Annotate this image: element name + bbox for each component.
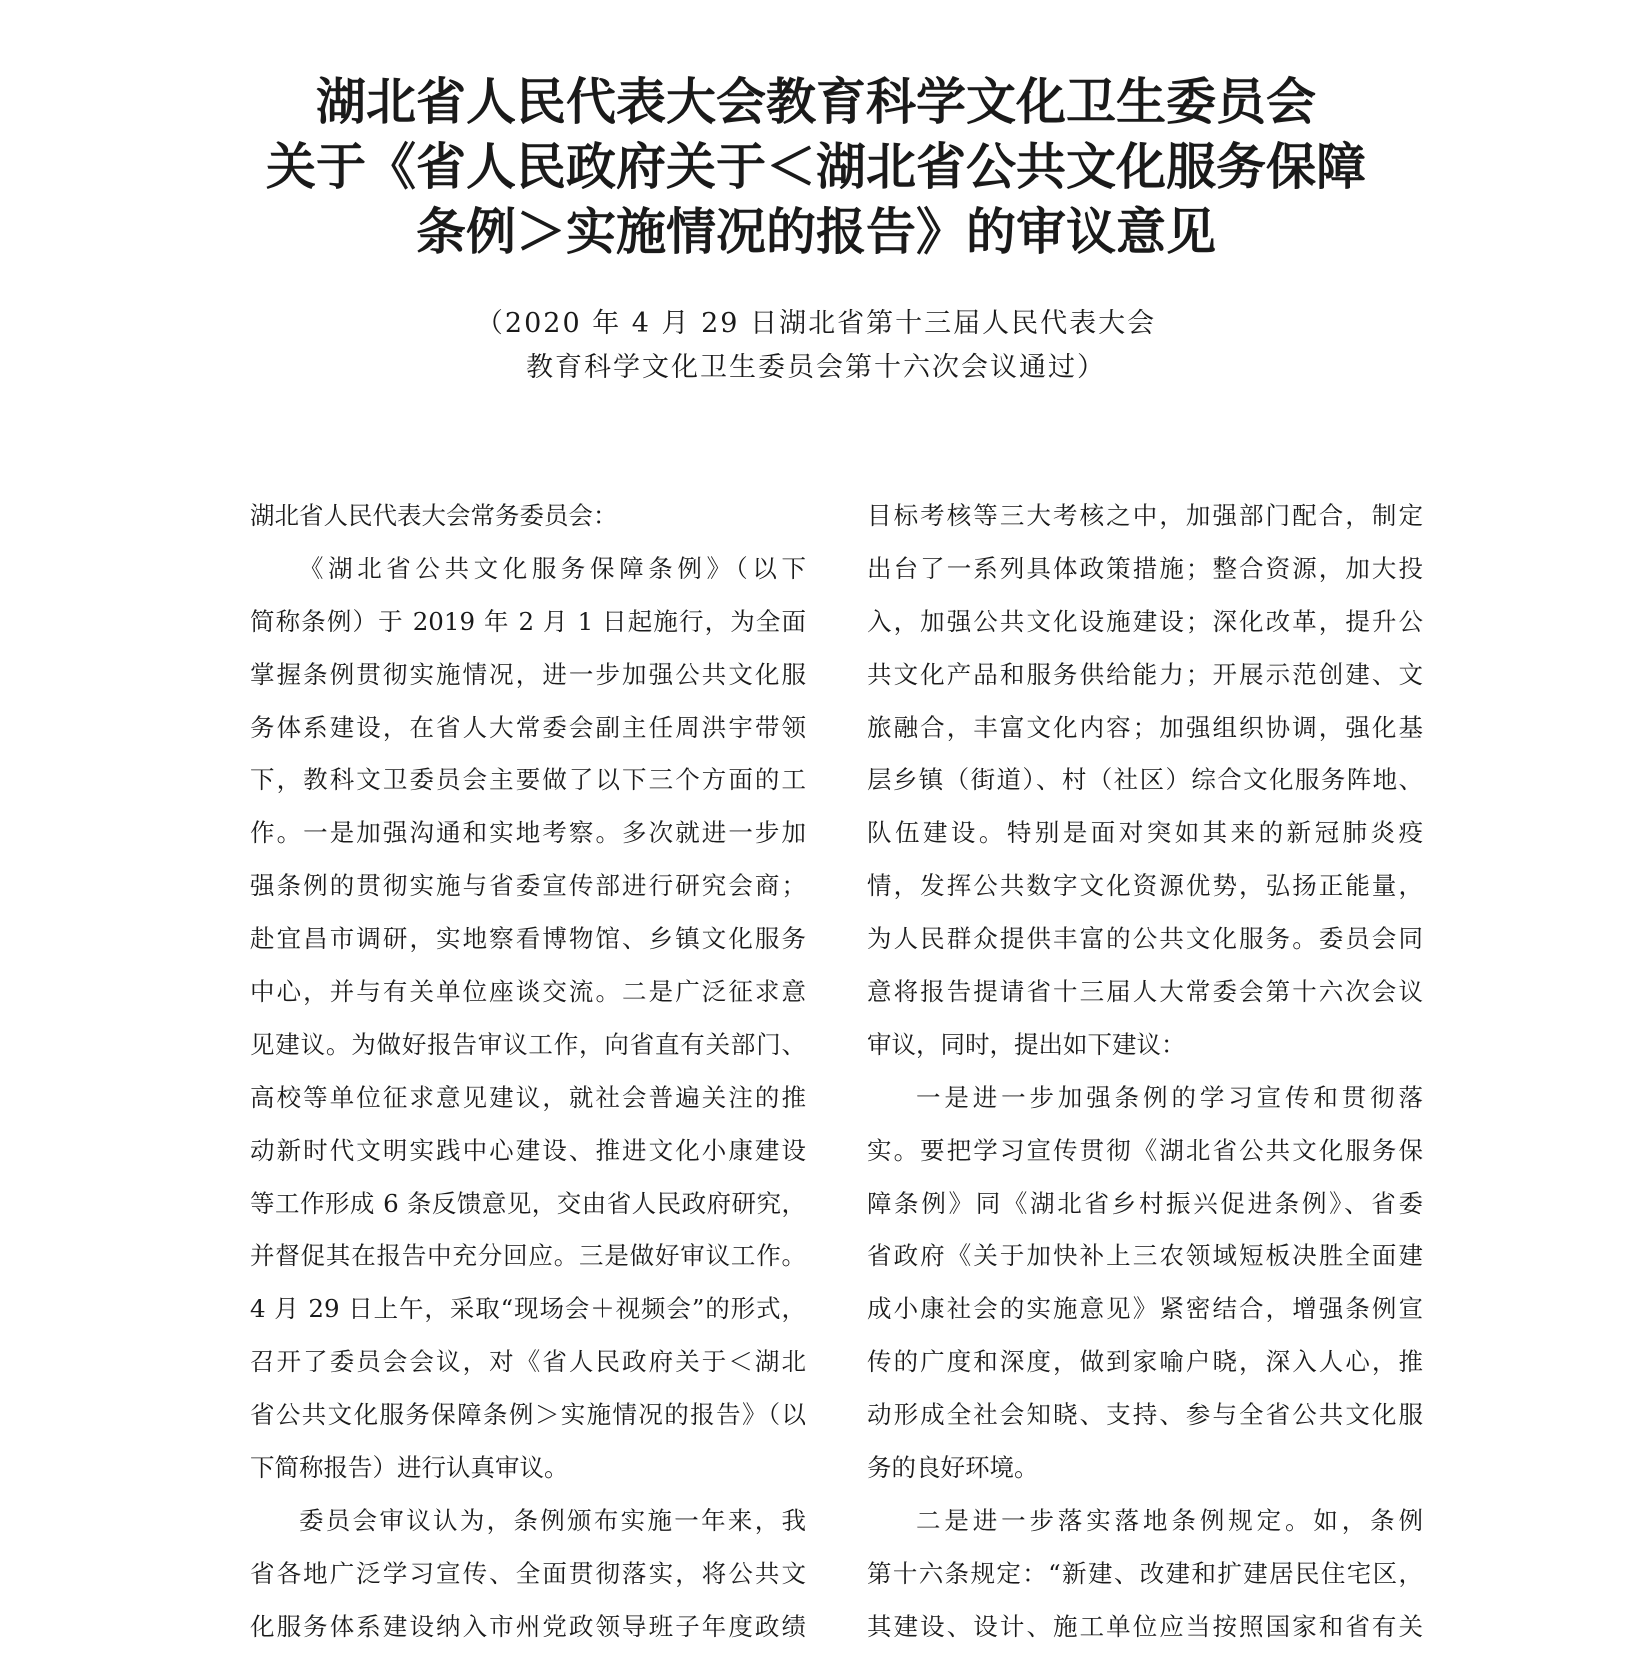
title-line-2: 关于《省人民政府关于＜湖北省公共文化服务保障 <box>266 138 1366 196</box>
text-line: 务体系建设，在省人大常委会副主任周洪宇带领 <box>250 712 806 742</box>
text-line: 掌握条例贯彻实施情况，进一步加强公共文化服 <box>250 659 806 689</box>
text-line: 高校等单位征求意见建议，就社会普遍关注的推 <box>250 1082 806 1112</box>
text-line: 情，发挥公共数字文化资源优势，弘扬正能量， <box>867 871 1423 901</box>
text-line: 省公共文化服务保障条例＞实施情况的报告》（以 <box>250 1400 806 1430</box>
text-line: 简称条例）于 2019 年 2 月 1 日起施行，为全面 <box>250 606 806 636</box>
text-line: 为人民群众提供丰富的公共文化服务。委员会同 <box>867 924 1423 954</box>
text-line: 下，教科文卫委员会主要做了以下三个方面的工 <box>250 765 806 795</box>
body-column-right <box>867 490 1423 1654</box>
text-line: 实。要把学习宣传贯彻《湖北省公共文化服务保 <box>867 1135 1423 1165</box>
text-line: 二是进一步落实落地条例规定。如，条例 <box>916 1505 1423 1535</box>
text-line: 赴宜昌市调研，实地察看博物馆、乡镇文化服务 <box>250 924 806 954</box>
text-line: 障条例》同《湖北省乡村振兴促进条例》、省委 <box>867 1188 1423 1218</box>
text-line: 委员会审议认为，条例颁布实施一年来，我 <box>299 1505 806 1535</box>
text-line: 第十六条规定：“新建、改建和扩建居民住宅区， <box>867 1558 1423 1588</box>
document-subtitle <box>0 302 1632 390</box>
text-line: 中心，并与有关单位座谈交流。二是广泛征求意 <box>250 977 806 1007</box>
text-line: 其建设、设计、施工单位应当按照国家和省有关 <box>867 1611 1423 1641</box>
subtitle-line-1: （2020 年 4 月 29 日湖北省第十三届人民代表大会 <box>475 308 1157 339</box>
text-line: 一是进一步加强条例的学习宣传和贯彻落 <box>916 1082 1423 1112</box>
text-line: 务的良好环境。 <box>867 1453 1039 1483</box>
text-line: 召开了委员会会议，对《省人民政府关于＜湖北 <box>250 1347 806 1377</box>
body-column-left <box>250 490 806 1654</box>
text-line: 入，加强公共文化设施建设；深化改革，提升公 <box>867 606 1423 636</box>
text-line: 作。一是加强沟通和实地考察。多次就进一步加 <box>250 818 806 848</box>
text-line: 传的广度和深度，做到家喻户晓，深入人心，推 <box>867 1347 1423 1377</box>
text-line: 下简称报告）进行认真审议。 <box>250 1453 569 1483</box>
text-line: 4 月 29 日上午，采取“现场会＋视频会”的形式， <box>250 1294 806 1324</box>
subtitle-line-2: 教育科学文化卫生委员会第十六次会议通过） <box>526 352 1106 383</box>
text-line: 化服务体系建设纳入市州党政领导班子年度政绩 <box>250 1611 806 1641</box>
document-title <box>0 70 1632 265</box>
text-line: 并督促其在报告中充分回应。三是做好审议工作。 <box>250 1241 806 1271</box>
text-line: 层乡镇（街道）、村（社区）综合文化服务阵地、 <box>867 765 1423 795</box>
text-line: 省各地广泛学习宣传、全面贯彻落实，将公共文 <box>250 1558 806 1588</box>
text-line: 成小康社会的实施意见》紧密结合，增强条例宣 <box>867 1294 1423 1324</box>
text-line: 强条例的贯彻实施与省委宣传部进行研究会商； <box>250 871 806 901</box>
text-line: 动形成全社会知晓、支持、参与全省公共文化服 <box>867 1400 1423 1430</box>
salutation: 湖北省人民代表大会常务委员会： <box>250 501 618 530</box>
text-line: 目标考核等三大考核之中，加强部门配合，制定 <box>867 501 1423 530</box>
text-line: 动新时代文明实践中心建设、推进文化小康建设 <box>250 1135 806 1165</box>
text-line: 队伍建设。特别是面对突如其来的新冠肺炎疫 <box>867 818 1423 848</box>
text-line: 出台了一系列具体政策措施；整合资源，加大投 <box>867 553 1423 583</box>
text-line: 见建议。为做好报告审议工作，向省直有关部门、 <box>250 1029 806 1059</box>
text-line: 省政府《关于加快补上三农领域短板决胜全面建 <box>867 1241 1423 1271</box>
text-line: 《湖北省公共文化服务保障条例》（以下 <box>299 553 806 583</box>
title-line-3: 条例＞实施情况的报告》的审议意见 <box>416 203 1216 261</box>
text-line: 意将报告提请省十三届人大常委会第十六次会议 <box>867 977 1423 1007</box>
text-line: 等工作形成 6 条反馈意见，交由省人民政府研究， <box>250 1188 806 1218</box>
text-line: 共文化产品和服务供给能力；开展示范创建、文 <box>867 659 1423 689</box>
text-line: 审议，同时，提出如下建议： <box>867 1029 1186 1059</box>
text-line: 旅融合，丰富文化内容；加强组织协调，强化基 <box>867 712 1423 742</box>
title-line-1: 湖北省人民代表大会教育科学文化卫生委员会 <box>316 73 1316 131</box>
